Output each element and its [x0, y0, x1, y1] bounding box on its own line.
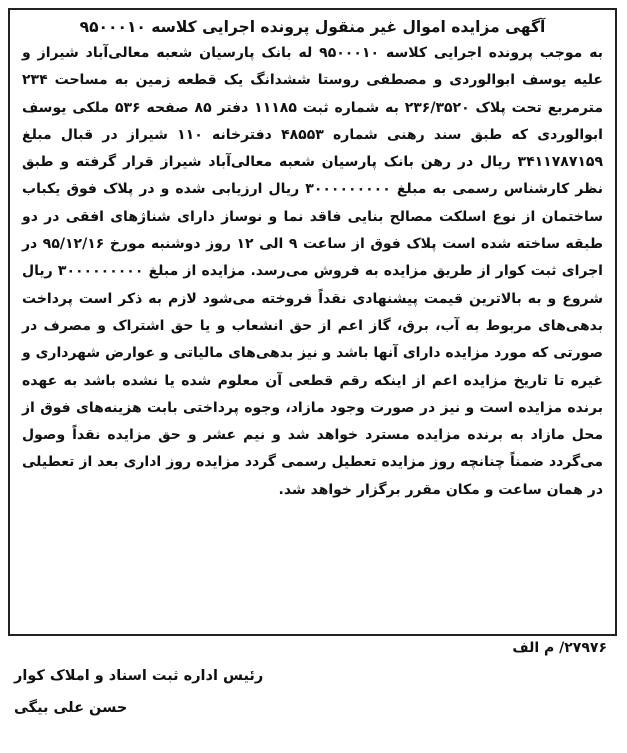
- signer-title: رئیس اداره ثبت اسناد و املاک کوار: [14, 668, 264, 684]
- notice-box: [8, 8, 617, 636]
- notice-title: آگهی مزایده اموال غیر منقول پرونده اجرایی کلاسه ۹۵۰۰۰۱۰: [79, 18, 546, 36]
- notice-body: به موجب پرونده اجرایی کلاسه ۹۵۰۰۰۱۰ له بانک پارسیان شعبه معالی‌آباد شیراز و علیه یوسف ابوالوردی و مصطفی روستا ششدانگ یک قطعه زمین به مساحت ۲۳۴ مترمربع تحت پلاک ۲۳۶/۳۵۲۰ به شماره ثبت ۱۱۱۸۵ دفتر ۸۵ صفحه ۵۳۶ ملکی یوسف ابوالوردی که طبق سند رهنی شماره ۴۸۵۵۳ دفترخانه ۱۱۰ شیراز در قبال مبلغ ۳۴۱۱۷۸۷۱۵۹ ریال در رهن بانک پارسیان شعبه معالی‌آباد شیراز قرار گرفته و طبق نظر کارشناس رسمی به مبلغ ۳۰۰۰۰۰۰۰۰۰ ریال ارزیابی شده و در پلاک فوق یکباب ساختمان از نوع اسلکت مصالح بنایی فاقد نما و نوساز دارای شناژهای افقی در دو طبقه ساخته شده است پلاک فوق از ساعت ۹ الی ۱۲ روز دوشنبه مورخ ۹۵/۱۲/۱۶ در اجرای ثبت کوار از طریق مزایده به فروش می‌رسد. مزایده از مبلغ ۳۰۰۰۰۰۰۰۰۰ ریال شروع و به بالاترین قیمت پیشنهادی نقداً فروخته می‌شود لازم به ذکر است پرداخت بدهی‌های مربوط به آب، برق، گاز اعم از حق انشعاب و یا حق اشتراک و مصرف در صورتی که مورد مزایده دارای آنها باشد و نیز بدهی‌های مالیاتی و عوارض شهرداری و غیره تا تاریخ مزایده اعم از اینکه رقم قطعی آن معلوم شده یا نشده باشد به عهده برنده مزایده است و نیز در صورت وجود مازاد، وجوه پرداختی بابت هزینه‌های فوق از محل مازاد به برنده مزایده مسترد خواهد شد و نیم عشر و حق مزایده نقداً وصول می‌گردد ضمناً چنانچه روز مزایده تعطیل رسمی گردد مزایده روز اداری بعد از تعطیلی در همان ساعت و مکان مقرر برگزار خواهد شد.: [22, 45, 604, 498]
- signer-name: حسن علی بیگی: [14, 700, 128, 716]
- reference-number: ۲۷۹۷۶/ م الف: [512, 640, 607, 656]
